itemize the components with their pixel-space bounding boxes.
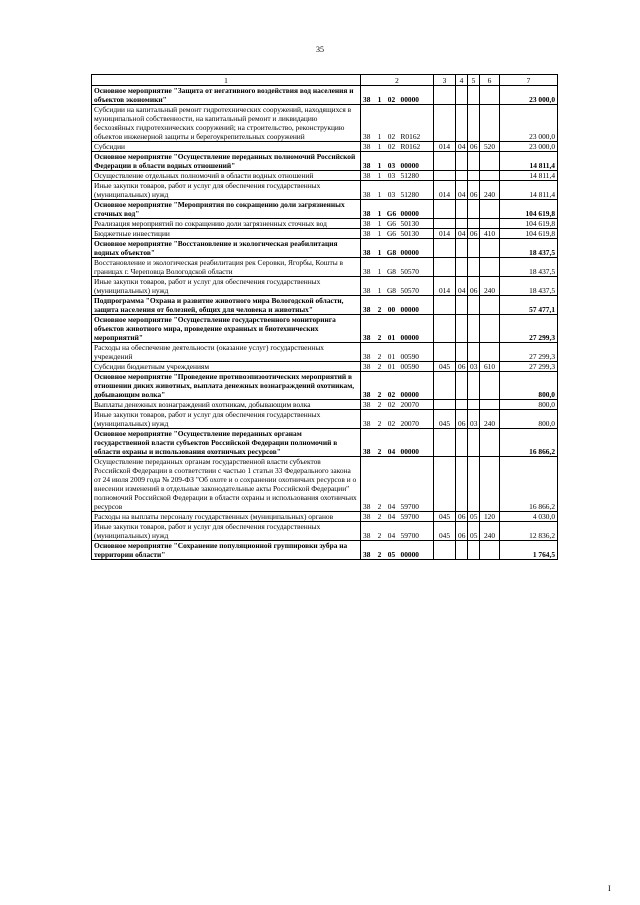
code-cell: 00000	[399, 152, 434, 171]
code-cell: 01	[385, 362, 399, 372]
code-cell	[456, 372, 468, 400]
code-cell: 04	[385, 522, 399, 541]
table-row	[92, 400, 558, 410]
code-cell	[480, 219, 500, 229]
code-cell: 38	[361, 105, 375, 142]
row-name-cell: Расходы на выплаты персоналу государственных (муниципальных) органов	[92, 512, 361, 522]
code-cell	[434, 429, 456, 457]
code-cell: G8	[385, 239, 399, 258]
row-name-cell: Основное мероприятие "Осуществление переданных полномочий Российской Федерации в области водных отношений"	[92, 152, 361, 171]
table-row	[92, 86, 558, 105]
code-cell: 520	[480, 142, 500, 152]
row-name-cell: Иные закупки товаров, работ и услуг для обеспечения государственных (муниципальных) нужд	[92, 277, 361, 296]
code-cell	[480, 541, 500, 560]
code-cell	[468, 105, 480, 142]
amount-cell: 18 437,5	[500, 277, 558, 296]
code-cell: 014	[434, 229, 456, 239]
code-cell: 240	[480, 410, 500, 429]
code-cell	[434, 400, 456, 410]
row-name-cell: Реализация мероприятий по сокращению доли загрязненных сточных вод	[92, 219, 361, 229]
code-cell: 38	[361, 541, 375, 560]
code-cell: 00000	[399, 541, 434, 560]
code-cell	[480, 258, 500, 277]
code-cell: 59700	[399, 522, 434, 541]
code-cell	[468, 457, 480, 512]
row-name-cell: Основное мероприятие "Проведение противоэпизоотических мероприятий в отношении диких животных, выплата денежных вознаграждений охотникам, добывающим волка"	[92, 372, 361, 400]
code-cell: G6	[385, 229, 399, 239]
table-row	[92, 343, 558, 362]
code-cell: 38	[361, 315, 375, 343]
table-row	[92, 152, 558, 171]
code-cell	[480, 200, 500, 219]
code-cell	[468, 296, 480, 315]
code-cell: 05	[385, 541, 399, 560]
code-cell: 02	[385, 372, 399, 400]
code-cell	[456, 343, 468, 362]
code-cell: 045	[434, 362, 456, 372]
table-row	[92, 142, 558, 152]
code-cell	[434, 315, 456, 343]
code-cell: 2	[375, 410, 385, 429]
code-cell	[468, 152, 480, 171]
code-cell: 38	[361, 522, 375, 541]
row-name-cell: Основное мероприятие "Мероприятия по сокращению доли загрязненных сточных вод"	[92, 200, 361, 219]
table-row	[92, 105, 558, 142]
amount-cell: 27 299,3	[500, 315, 558, 343]
row-name-cell: Осуществление переданных органам государственной власти субъектов Российской Федерации в соответствии с частью 1 статьи 33 Федерального закона от 24 июля 2009 года № 209-ФЗ "Об охоте и о сохранении охотничьих ресурсов и о внесении изменений в отдельные законодательные акты Российской Федерации" полномочий Российской Федерации в области охраны и использования охотничьих ресурсов	[92, 457, 361, 512]
code-cell	[468, 541, 480, 560]
code-cell: 06	[468, 229, 480, 239]
code-cell	[434, 152, 456, 171]
row-name-cell: Иные закупки товаров, работ и услуг для обеспечения государственных (муниципальных) нужд	[92, 181, 361, 200]
row-name-cell: Субсидии	[92, 142, 361, 152]
code-cell: 51280	[399, 181, 434, 200]
code-cell: G6	[385, 219, 399, 229]
row-name-cell: Основное мероприятие "Защита от негативного воздействия вод населения и объектов экономики"	[92, 86, 361, 105]
code-cell: 06	[456, 522, 468, 541]
code-cell	[456, 239, 468, 258]
code-cell: 240	[480, 522, 500, 541]
amount-cell: 14 811,4	[500, 181, 558, 200]
table-row	[92, 200, 558, 219]
row-name-cell: Восстановление и экологическая реабилитация рек Серовки, Ягорбы, Кошты в границах г. Череповца Вологодской области	[92, 258, 361, 277]
code-cell: 014	[434, 277, 456, 296]
code-cell: 38	[361, 429, 375, 457]
code-cell	[434, 296, 456, 315]
code-cell: 01	[385, 343, 399, 362]
code-cell	[480, 152, 500, 171]
code-cell: 2	[375, 400, 385, 410]
code-cell: 00000	[399, 372, 434, 400]
code-cell: 38	[361, 457, 375, 512]
code-cell: 38	[361, 181, 375, 200]
code-cell: 50130	[399, 219, 434, 229]
code-cell: R0162	[399, 142, 434, 152]
code-cell: 2	[375, 315, 385, 343]
code-cell	[468, 315, 480, 343]
code-cell: 38	[361, 512, 375, 522]
code-cell: 1	[375, 142, 385, 152]
row-name-cell: Подпрограмма "Охрана и развитие животного мира Вологодской области, защита населения от болезней, общих для человека и животных"	[92, 296, 361, 315]
code-cell: 1	[375, 181, 385, 200]
code-cell	[456, 541, 468, 560]
amount-cell: 1 764,5	[500, 541, 558, 560]
code-cell: 02	[385, 142, 399, 152]
code-cell: 38	[361, 400, 375, 410]
code-cell: 120	[480, 512, 500, 522]
code-cell	[468, 429, 480, 457]
code-cell: 04	[385, 512, 399, 522]
amount-cell: 14 811,4	[500, 152, 558, 171]
code-cell: 240	[480, 181, 500, 200]
code-cell: 50570	[399, 258, 434, 277]
code-cell: 02	[385, 400, 399, 410]
code-cell: 59700	[399, 512, 434, 522]
amount-cell: 12 836,2	[500, 522, 558, 541]
code-cell: 04	[385, 429, 399, 457]
code-cell: 38	[361, 86, 375, 105]
code-cell	[468, 219, 480, 229]
table-row	[92, 429, 558, 457]
table-row	[92, 362, 558, 372]
code-cell: 045	[434, 512, 456, 522]
amount-cell: 57 477,1	[500, 296, 558, 315]
code-cell: 38	[361, 258, 375, 277]
table-header-row	[92, 75, 558, 86]
table-row	[92, 229, 558, 239]
amount-cell: 800,0	[500, 372, 558, 400]
table-row	[92, 541, 558, 560]
code-cell: 38	[361, 171, 375, 181]
code-cell	[456, 457, 468, 512]
code-cell: 04	[385, 457, 399, 512]
code-cell	[480, 105, 500, 142]
table-row	[92, 457, 558, 512]
code-cell	[456, 171, 468, 181]
code-cell: 02	[385, 410, 399, 429]
code-cell: 51280	[399, 171, 434, 181]
code-cell: 03	[468, 362, 480, 372]
table-row	[92, 315, 558, 343]
row-name-cell: Расходы на обеспечение деятельности (оказание услуг) государственных учреждений	[92, 343, 361, 362]
code-cell: 38	[361, 296, 375, 315]
row-name-cell: Осуществление отдельных полномочий в области водных отношений	[92, 171, 361, 181]
code-cell: 00000	[399, 315, 434, 343]
table-row	[92, 296, 558, 315]
code-cell: 05	[468, 522, 480, 541]
code-cell: 04	[456, 181, 468, 200]
code-cell: 38	[361, 142, 375, 152]
code-cell: 1	[375, 200, 385, 219]
code-cell	[456, 105, 468, 142]
code-cell	[480, 296, 500, 315]
code-cell: 1	[375, 277, 385, 296]
code-cell	[468, 400, 480, 410]
header-cell: 4	[456, 75, 468, 86]
amount-cell: 14 811,4	[500, 171, 558, 181]
code-cell	[434, 219, 456, 229]
header-cell: 2	[361, 75, 434, 86]
code-cell: 06	[456, 362, 468, 372]
code-cell: 1	[375, 105, 385, 142]
code-cell: 00	[385, 296, 399, 315]
amount-cell: 800,0	[500, 400, 558, 410]
amount-cell: 18 437,5	[500, 239, 558, 258]
code-cell	[434, 86, 456, 105]
amount-cell: 18 437,5	[500, 258, 558, 277]
code-cell: 00000	[399, 239, 434, 258]
code-cell: 05	[468, 512, 480, 522]
code-cell: 045	[434, 522, 456, 541]
code-cell	[456, 429, 468, 457]
code-cell	[468, 258, 480, 277]
code-cell: 06	[456, 410, 468, 429]
table-row	[92, 522, 558, 541]
code-cell: 00000	[399, 429, 434, 457]
code-cell: 06	[456, 512, 468, 522]
code-cell: G8	[385, 277, 399, 296]
code-cell	[468, 372, 480, 400]
code-cell	[456, 152, 468, 171]
code-cell: 2	[375, 372, 385, 400]
code-cell: G8	[385, 258, 399, 277]
code-cell: 00000	[399, 86, 434, 105]
code-cell: 38	[361, 362, 375, 372]
code-cell: 50570	[399, 277, 434, 296]
code-cell: 38	[361, 239, 375, 258]
code-cell: 1	[375, 86, 385, 105]
code-cell: 01	[385, 315, 399, 343]
code-cell: 38	[361, 219, 375, 229]
code-cell: 00590	[399, 343, 434, 362]
code-cell	[480, 171, 500, 181]
amount-cell: 4 030,0	[500, 512, 558, 522]
table-row	[92, 219, 558, 229]
code-cell	[456, 315, 468, 343]
amount-cell: 27 299,3	[500, 343, 558, 362]
code-cell	[434, 239, 456, 258]
code-cell: 1	[375, 258, 385, 277]
code-cell: 03	[385, 181, 399, 200]
table-row	[92, 410, 558, 429]
code-cell	[434, 258, 456, 277]
code-cell: 00590	[399, 362, 434, 372]
table-row	[92, 277, 558, 296]
code-cell	[456, 219, 468, 229]
code-cell: 38	[361, 152, 375, 171]
code-cell: G6	[385, 200, 399, 219]
row-name-cell: Выплаты денежных вознаграждений охотникам, добывающим волка	[92, 400, 361, 410]
code-cell: 04	[456, 229, 468, 239]
code-cell: 59700	[399, 457, 434, 512]
code-cell: 00000	[399, 200, 434, 219]
row-name-cell: Иные закупки товаров, работ и услуг для обеспечения государственных (муниципальных) нужд	[92, 522, 361, 541]
row-name-cell: Основное мероприятие "Осуществление переданных органам государственной власти субъектов Российской Федерации полномочий в области охраны и использования охотничьих ресурсов"	[92, 429, 361, 457]
code-cell	[480, 86, 500, 105]
code-cell: 04	[456, 277, 468, 296]
code-cell: 410	[480, 229, 500, 239]
code-cell: 2	[375, 343, 385, 362]
code-cell: 1	[375, 152, 385, 171]
code-cell	[434, 372, 456, 400]
amount-cell: 23 000,0	[500, 105, 558, 142]
table-row	[92, 171, 558, 181]
code-cell: R0162	[399, 105, 434, 142]
code-cell: 04	[456, 142, 468, 152]
code-cell: 38	[361, 410, 375, 429]
amount-cell: 27 299,3	[500, 362, 558, 372]
code-cell: 38	[361, 343, 375, 362]
row-name-cell: Основное мероприятие "Восстановление и экологическая реабилитация водных объектов"	[92, 239, 361, 258]
code-cell: 1	[375, 219, 385, 229]
code-cell	[456, 200, 468, 219]
row-name-cell: Иные закупки товаров, работ и услуг для обеспечения государственных (муниципальных) нужд	[92, 410, 361, 429]
table-row	[92, 258, 558, 277]
row-name-cell: Субсидии бюджетным учреждениям	[92, 362, 361, 372]
code-cell	[434, 343, 456, 362]
header-cell: 6	[480, 75, 500, 86]
code-cell: 2	[375, 512, 385, 522]
code-cell	[480, 343, 500, 362]
code-cell: 2	[375, 296, 385, 315]
amount-cell: 16 866,2	[500, 429, 558, 457]
code-cell: 045	[434, 410, 456, 429]
code-cell	[456, 400, 468, 410]
code-cell	[456, 258, 468, 277]
table-body	[92, 86, 558, 560]
code-cell: 20070	[399, 410, 434, 429]
code-cell: 2	[375, 522, 385, 541]
amount-cell: 104 619,8	[500, 219, 558, 229]
amount-cell: 104 619,8	[500, 200, 558, 219]
table-row	[92, 239, 558, 258]
code-cell: 38	[361, 277, 375, 296]
code-cell	[480, 239, 500, 258]
code-cell: 2	[375, 541, 385, 560]
row-name-cell: Субсидии на капитальный ремонт гидротехнических сооружений, находящихся в муниципальной собственности, на капитальный ремонт и ликвидацию бесхозяйных гидротехнических сооружений; на строительство, реконструкцию объектов инженерной защиты и берегоукрепительных сооружений	[92, 105, 361, 142]
amount-cell: 16 866,2	[500, 457, 558, 512]
budget-table	[91, 74, 558, 560]
code-cell: 2	[375, 457, 385, 512]
code-cell: 38	[361, 372, 375, 400]
header-cell: 3	[434, 75, 456, 86]
code-cell: 1	[375, 239, 385, 258]
code-cell: 20070	[399, 400, 434, 410]
amount-cell: 104 619,8	[500, 229, 558, 239]
code-cell: 02	[385, 86, 399, 105]
code-cell: 06	[468, 142, 480, 152]
table-row	[92, 372, 558, 400]
code-cell	[480, 429, 500, 457]
row-name-cell: Основное мероприятие "Сохранение популяционной группировки зубра на территории области"	[92, 541, 361, 560]
code-cell	[468, 343, 480, 362]
code-cell: 38	[361, 229, 375, 239]
header-cell: 1	[92, 75, 361, 86]
code-cell: 03	[385, 152, 399, 171]
code-cell: 06	[468, 277, 480, 296]
code-cell: 00000	[399, 296, 434, 315]
code-cell	[480, 457, 500, 512]
code-cell: 240	[480, 277, 500, 296]
code-cell: 03	[385, 171, 399, 181]
code-cell: 014	[434, 181, 456, 200]
header-cell: 7	[500, 75, 558, 86]
code-cell	[468, 171, 480, 181]
code-cell	[468, 239, 480, 258]
code-cell: 2	[375, 429, 385, 457]
amount-cell: 23 000,0	[500, 142, 558, 152]
page-number: 35	[316, 45, 324, 54]
row-name-cell: Основное мероприятие "Осуществление государственного мониторинга объектов животного мира, проведение охранных и биотехнических мероприятий"	[92, 315, 361, 343]
code-cell: 2	[375, 362, 385, 372]
table-row	[92, 181, 558, 200]
code-cell: 02	[385, 105, 399, 142]
code-cell	[480, 400, 500, 410]
code-cell: 03	[468, 410, 480, 429]
amount-cell: 800,0	[500, 410, 558, 429]
code-cell	[434, 457, 456, 512]
code-cell: 610	[480, 362, 500, 372]
amount-cell: 23 000,0	[500, 86, 558, 105]
code-cell	[480, 315, 500, 343]
margin-mark: I	[608, 884, 611, 893]
code-cell: 50130	[399, 229, 434, 239]
code-cell	[434, 171, 456, 181]
code-cell	[468, 200, 480, 219]
code-cell	[456, 86, 468, 105]
row-name-cell: Бюджетные инвестиции	[92, 229, 361, 239]
code-cell	[480, 372, 500, 400]
code-cell: 06	[468, 181, 480, 200]
code-cell	[456, 296, 468, 315]
code-cell: 014	[434, 142, 456, 152]
code-cell	[468, 86, 480, 105]
header-cell: 5	[468, 75, 480, 86]
code-cell	[434, 200, 456, 219]
code-cell	[434, 541, 456, 560]
table-row	[92, 512, 558, 522]
code-cell: 1	[375, 171, 385, 181]
code-cell: 38	[361, 200, 375, 219]
code-cell	[434, 105, 456, 142]
code-cell: 1	[375, 229, 385, 239]
